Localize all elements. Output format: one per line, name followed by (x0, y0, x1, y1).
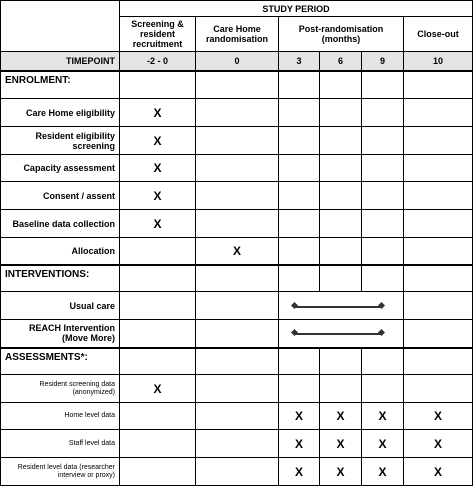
schedule-mark: X (362, 403, 404, 430)
row-label: Usual care (1, 292, 120, 320)
header-empty (1, 1, 120, 17)
section-assessments: ASSESSMENTS*: (1, 348, 120, 375)
header-empty-2 (1, 17, 120, 52)
timepoint-value: 6 (320, 52, 362, 71)
section-interventions: INTERVENTIONS: (1, 265, 120, 292)
reach-duration-arrow (279, 320, 404, 348)
schedule-mark: X (279, 430, 320, 458)
duration-arrow-icon (295, 333, 381, 335)
row-label: Staff level data (1, 430, 120, 458)
schedule-mark: X (120, 127, 196, 155)
row-label: REACH Intervention (Move More) (1, 320, 120, 348)
timepoint-value: 9 (362, 52, 404, 71)
schedule-mark: X (320, 403, 362, 430)
col-post-randomisation-header: Post-randomisation (months) (279, 17, 404, 52)
timepoint-value: -2 - 0 (120, 52, 196, 71)
schedule-mark: X (404, 430, 473, 458)
schedule-mark: X (279, 458, 320, 486)
schedule-mark: X (120, 375, 196, 403)
schedule-mark: X (362, 458, 404, 486)
schedule-mark: X (120, 155, 196, 182)
schedule-mark: X (120, 210, 196, 238)
col-close-out-header: Close-out (404, 17, 473, 52)
usual-care-duration-arrow (279, 292, 404, 320)
schedule-mark: X (404, 458, 473, 486)
row-label: Resident level data (researcher interview or proxy) (1, 458, 120, 486)
study-period-header: STUDY PERIOD (120, 1, 473, 17)
schedule-mark: X (362, 430, 404, 458)
schedule-mark: X (279, 403, 320, 430)
schedule-mark: X (320, 430, 362, 458)
timepoint-value: 3 (279, 52, 320, 71)
schedule-mark: X (120, 182, 196, 210)
section-enrolment: ENROLMENT: (1, 71, 120, 99)
row-label: Capacity assessment (1, 155, 120, 182)
row-label: Consent / assent (1, 182, 120, 210)
row-label: Home level data (1, 403, 120, 430)
row-label: Resident eligibility screening (1, 127, 120, 155)
timepoint-value: 10 (404, 52, 473, 71)
schedule-mark: X (196, 238, 279, 265)
col-screening-header: Screening & resident recruitment (120, 17, 196, 52)
row-label: Resident screening data (anonymized) (1, 375, 120, 403)
duration-arrow-icon (295, 306, 381, 308)
schedule-mark: X (120, 99, 196, 127)
schedule-mark: X (320, 458, 362, 486)
row-label: Allocation (1, 238, 120, 265)
timepoint-value: 0 (196, 52, 279, 71)
row-label: Baseline data collection (1, 210, 120, 238)
schedule-mark: X (404, 403, 473, 430)
col-randomisation-header: Care Home randomisation (196, 17, 279, 52)
row-label: Care Home eligibility (1, 99, 120, 127)
timepoint-label: TIMEPOINT (1, 52, 120, 71)
